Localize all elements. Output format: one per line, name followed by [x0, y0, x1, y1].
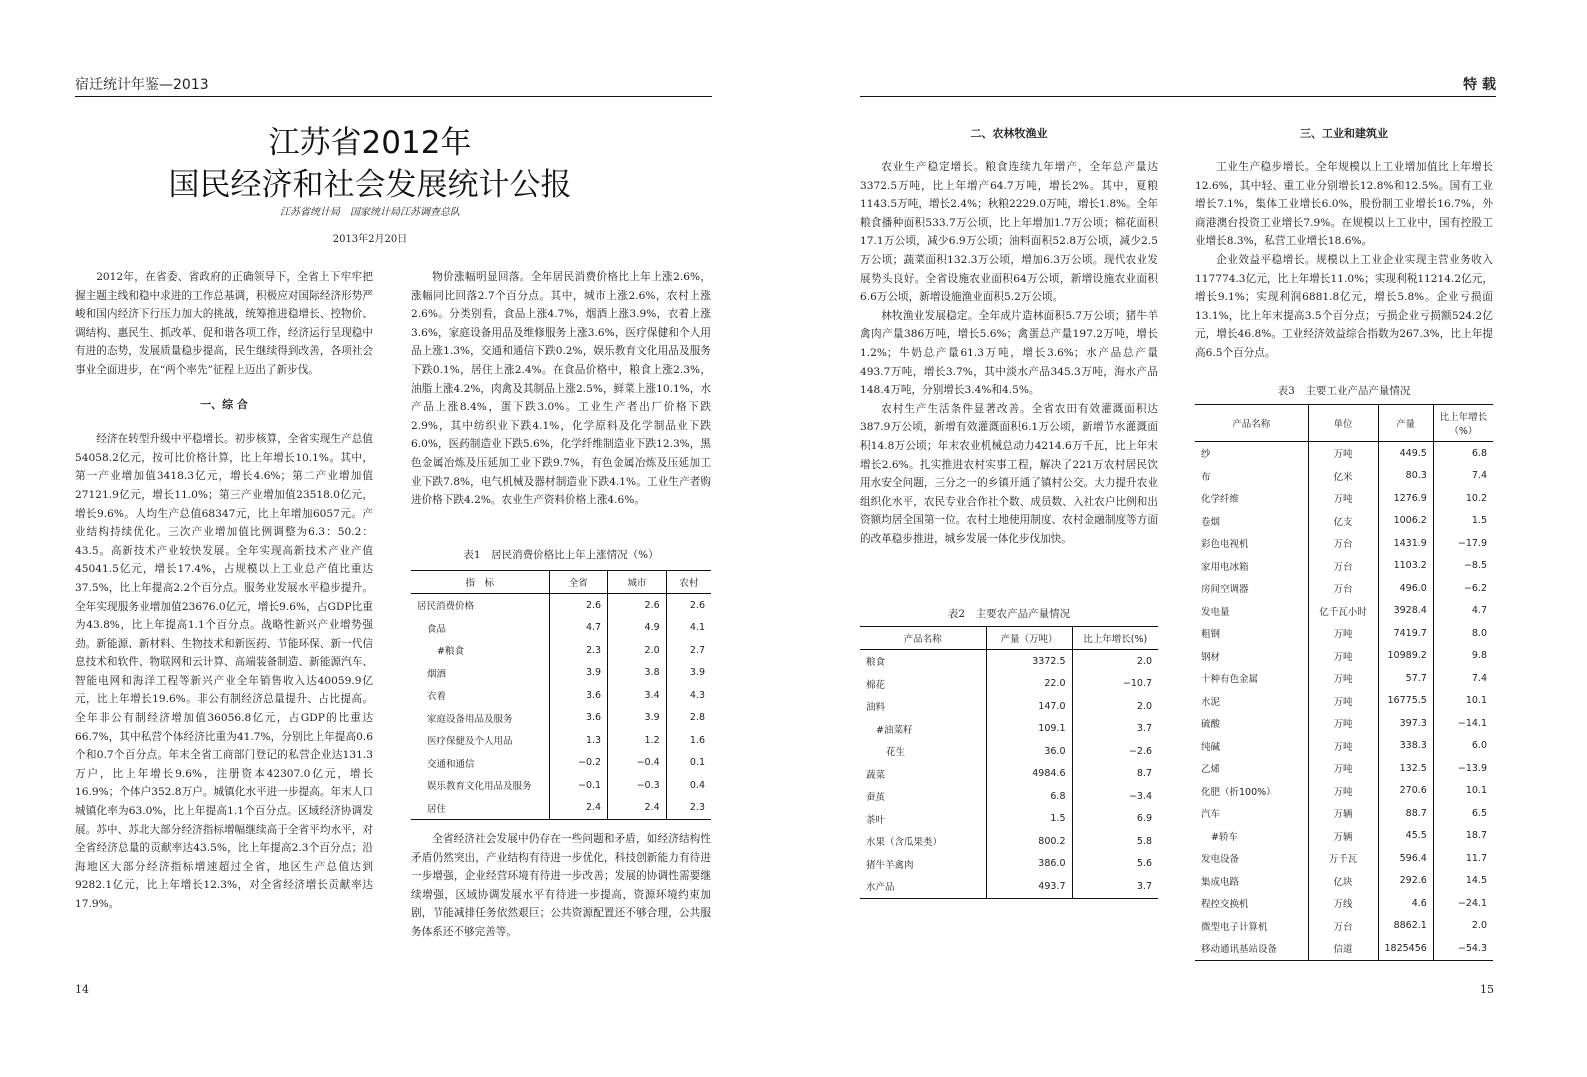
table-cell: 45.5: [1378, 825, 1433, 848]
row-label: #粮食: [437, 646, 464, 658]
row-label: 衣着: [427, 691, 447, 703]
table-cell: 亿千瓦小时: [1308, 600, 1378, 623]
table-cell: 4.7: [549, 617, 608, 640]
column-header: 产品名称: [860, 627, 986, 650]
table-cell: 万吨: [1308, 645, 1378, 668]
table-cell: 3.6: [549, 707, 608, 730]
table-row: [1195, 915, 1493, 938]
body-paragraph: 农村生产生活条件显著改善。全省农田有效灌溉面积达387.9万公顷，新增有效灌溉面积6.1万公顷，新增节水灌溉面积14.8万公顷；年末农业机械总动力4214.6万千瓦，比上年末增长2.6%。扎实推进农村实事工程，解决了221万农村居民饮用水安全问题，三分之一的乡镇开通了镇村公交。大力提升农业组织化水平，农民专业合作社个数、成员数、入社农户比例和出资额均居全国第一位。农村土地使用制度、农村金融制度等方面的改革稳步推进，城乡发展一体化步伐加快。: [860, 402, 1158, 545]
table-cell: 1825456: [1378, 937, 1433, 960]
table-cell: 万台: [1308, 915, 1378, 938]
body-paragraph: 全省经济社会发展中仍存在一些问题和矛盾，如经济结构性矛盾仍然突出，产业结构有待进一步优化，科技创新能力有待进一步增强，企业经营环境有待进一步改善；发展的协调性需要继续增强，区域协调发展水平有待进一步提高，资源环境约束加剧，节能减排任务依然艰巨；公共资源配置还不够合理，公共服务体系还不够完善等。: [411, 833, 711, 938]
row-label: 水果（含瓜果类）: [866, 837, 943, 849]
row-label: 娱乐教育文化用品及服务: [427, 781, 532, 793]
table-cell: 800.2: [986, 830, 1072, 853]
table-cell: −13.9: [1433, 757, 1493, 780]
cpi-table: [411, 570, 711, 820]
table-cell: 3.7: [1072, 718, 1158, 741]
table-cell: 16775.5: [1378, 690, 1433, 713]
table-cell: 9.8: [1433, 645, 1493, 668]
table-cell: 3.6: [549, 684, 608, 707]
table-cell: 万吨: [1308, 667, 1378, 690]
table-cell: 2.0: [1072, 695, 1158, 718]
table-cell: 292.6: [1378, 870, 1433, 893]
running-header-right: 特 载: [860, 74, 1496, 97]
table-cell: 10.1: [1433, 690, 1493, 713]
page-number-right: 15: [1480, 983, 1494, 996]
column-3: [860, 158, 1158, 548]
table-cell: 万台: [1308, 555, 1378, 578]
row-label: 食品: [427, 623, 447, 635]
table-cell: −0.4: [608, 752, 667, 775]
table-row: [411, 752, 711, 775]
table-cell: 万辆: [1308, 802, 1378, 825]
industrial-output-table: [1195, 404, 1493, 961]
table-cell: 338.3: [1378, 735, 1433, 758]
table-cell: 496.0: [1378, 577, 1433, 600]
row-label: 化学纤维: [1201, 494, 1240, 506]
table-cell: 5.6: [1072, 853, 1158, 876]
column-header: 城市: [608, 571, 667, 594]
table-cell: 万吨: [1308, 690, 1378, 713]
table-cell: −0.3: [608, 774, 667, 797]
table-cell: 3.9: [608, 707, 667, 730]
table-cell: 1431.9: [1378, 532, 1433, 555]
row-label: 发电量: [1201, 606, 1230, 618]
table-row: [1195, 735, 1493, 758]
table-row: [1195, 645, 1493, 668]
table-cell: 80.3: [1378, 465, 1433, 488]
column-header: 比上年增长(%): [1072, 627, 1158, 650]
table-row: [860, 673, 1158, 696]
table-cell: 信道: [1308, 937, 1378, 960]
table-cell: 10.1: [1433, 780, 1493, 803]
table-row: [1195, 600, 1493, 623]
table-cell: 1.6: [666, 729, 711, 752]
row-label: 程控交换机: [1201, 899, 1249, 911]
table-row: [860, 650, 1158, 673]
table-cell: 10989.2: [1378, 645, 1433, 668]
row-label: 彩色电视机: [1201, 539, 1249, 551]
row-label: #油菜籽: [876, 724, 913, 736]
table-cell: 6.8: [986, 785, 1072, 808]
table-cell: 132.5: [1378, 757, 1433, 780]
column-4: [1195, 158, 1493, 363]
column-header: 农村: [666, 571, 711, 594]
table-cell: 109.1: [986, 718, 1072, 741]
row-label: 家庭设备用品及服务: [427, 713, 513, 725]
table-cell: 1.5: [986, 808, 1072, 831]
table-cell: −3.4: [1072, 785, 1158, 808]
row-label: 化肥（折100%）: [1201, 786, 1276, 798]
row-label: 十种有色金属: [1201, 674, 1259, 686]
table-cell: 2.3: [549, 639, 608, 662]
table-cell: −6.2: [1433, 577, 1493, 600]
table-cell: 万辆: [1308, 825, 1378, 848]
row-label: #轿车: [1211, 831, 1238, 843]
table-cell: 3.9: [666, 662, 711, 685]
title-line-2: 国民经济和社会发展统计公报: [168, 167, 572, 203]
row-label: 纯碱: [1201, 741, 1221, 753]
table-cell: 2.6: [666, 594, 711, 617]
table-cell: 万千瓦: [1308, 847, 1378, 870]
row-label: 花生: [886, 747, 906, 759]
row-label: 居住: [411, 797, 549, 820]
table-cell: 6.5: [1433, 802, 1493, 825]
body-paragraph: 企业效益平稳增长。规模以上工业企业实现主营业务收入117774.3亿元，比上年增长11.0%；实现利税11214.2亿元，增长9.1%；实现利润6881.8亿元，增长5.8%。企业亏损面13.1%，比上年末提高3.5个百分点；亏损企业亏损额524.2亿元，增长46.8%。工业经济效益综合指数为267.3%，比上年提高6.5个百分点。: [1195, 253, 1493, 359]
table-row: [860, 830, 1158, 853]
table-cell: −2.6: [1072, 740, 1158, 763]
table-cell: 147.0: [986, 695, 1072, 718]
publish-date: 2013年2月20日: [332, 234, 408, 245]
table-cell: 18.7: [1433, 825, 1493, 848]
page-number-left: 14: [75, 983, 89, 996]
table-cell: 8.7: [1072, 763, 1158, 786]
table-row: [1195, 802, 1493, 825]
table-cell: 6.9: [1072, 808, 1158, 831]
row-label: 微型电子计算机: [1201, 921, 1268, 933]
body-paragraph: 林牧渔业发展稳定。全年成片造林面积5.7万公顷；猪牛羊禽肉产量386万吨，增长5.6%；禽蛋总产量197.2万吨，增长1.2%；牛奶总产量61.3万吨，增长3.6%；水产品总产量493.7万吨，增长3.7%，其中淡水产品345.3万吨，海水产品148.4万吨，分别增长3.4%和4.5%。: [860, 309, 1158, 397]
table-cell: 7419.7: [1378, 622, 1433, 645]
body-paragraph: 物价涨幅明显回落。全年居民消费价格比上年上涨2.6%，涨幅同比回落2.7个百分点。其中，城市上涨2.6%，农村上涨2.6%。分类别看，食品上涨4.7%，烟酒上涨3.9%，衣着上涨3.6%，家庭设备用品及维修服务上涨3.6%，医疗保健和个人用品上涨1.3%，交通和通信下跌0.2%，娱乐教育文化用品及服务下跌0.1%，居住上涨2.4%。在食品价格中，粮食上涨2.3%，油脂上涨4.2%，肉禽及其制品上涨2.5%，鲜菜上涨10.1%，水产品上涨8.4%，蛋下跌3.0%。工业生产者出厂价格下跌2.9%，其中纺织业下跌4.1%，化学原料及化学制品业下跌6.0%，医药制造业下跌5.6%，化学纤维制造业下跌12.3%，黑色金属冶炼及压延加工业下跌9.7%，有色金属冶炼及压延加工业下跌7.8%，电气机械及器材制造业下跌4.1%。工业生产者购进价格下跌4.2%。农业生产资料价格上涨4.6%。: [411, 271, 711, 507]
table-cell: 4.3: [666, 684, 711, 707]
table-row: [1195, 825, 1493, 848]
table-cell: 1.3: [549, 729, 608, 752]
row-label: 乙烯: [1201, 764, 1221, 776]
table-row: [860, 695, 1158, 718]
table-cell: 万吨: [1308, 622, 1378, 645]
table-cell: 88.7: [1378, 802, 1433, 825]
row-label: 硫酸: [1201, 719, 1221, 731]
table-row: [1195, 690, 1493, 713]
table-cell: 449.5: [1378, 442, 1433, 465]
table-cell: 4.1: [666, 617, 711, 640]
row-label: 纱: [1201, 449, 1211, 461]
table-cell: 10.2: [1433, 487, 1493, 510]
table-cell: 493.7: [986, 875, 1072, 898]
column-header: 产量: [1378, 405, 1433, 442]
table-cell: 57.7: [1378, 667, 1433, 690]
table-row: [411, 594, 711, 617]
table-cell: −24.1: [1433, 892, 1493, 915]
table-row: [411, 797, 711, 820]
table-row: [1195, 622, 1493, 645]
table-cell: 1276.9: [1378, 487, 1433, 510]
table-row: [1195, 510, 1493, 533]
row-label: 卷烟: [1201, 516, 1221, 528]
table-cell: 2.7: [666, 639, 711, 662]
section-heading: 二、农林牧渔业: [970, 127, 1048, 140]
column-header: 全省: [549, 571, 608, 594]
table-row: [860, 763, 1158, 786]
table-cell: 2.3: [666, 797, 711, 820]
document-title: [160, 122, 580, 206]
table-row: [860, 718, 1158, 741]
row-label: 医疗保健及个人用品: [427, 736, 513, 748]
table-row: [411, 684, 711, 707]
table-cell: 亿支: [1308, 510, 1378, 533]
table-row: [411, 707, 711, 730]
table-cell: 亿块: [1308, 870, 1378, 893]
table-cell: 4984.6: [986, 763, 1072, 786]
table-cell: 8862.1: [1378, 915, 1433, 938]
table-row: [1195, 870, 1493, 893]
row-label: 房间空调器: [1201, 584, 1249, 596]
row-label: 家用电冰箱: [1201, 561, 1249, 573]
table-cell: 万吨: [1308, 442, 1378, 465]
body-paragraph: 经济在转型升级中平稳增长。初步核算，全省实现生产总值54058.2亿元，按可比价格计算，比上年增长10.1%。其中，第一产业增加值3418.3亿元，增长4.6%；第二产业增加值27121.9亿元，增长11.0%；第三产业增加值23518.0亿元，增长9.6%。人均生产总值68347元，比上年增加6057元。产业结构持续优化。三次产业增加值比例调整为6.3：50.2：43.5。高新技术产业较快发展。全年实现高新技术产业产值45041.5亿元，增长17.4%，占规模以上工业总产值比重达37.5%，比上年提高2.2个百分点。服务业发展水平稳步提升。全年实现服务业增加值23676.0亿元，增长9.6%，占GDP比重为43.8%，比上年提高1.1个百分点。战略性新兴产业增势强劲。新能源、新材料、生物技术和新医药、节能环保、新一代信息技术和软件、物联网和云计算、高端装备制造、新能源汽车、智能电网和海洋工程等新兴产业全年销售收入达40059.9亿元，比上年增长19.6%。非公有制经济总量提升、占比提高。全年非公有制经济增加值36056.8亿元，占GDP的比重达66.7%，其中私营个体经济比重为41.7%，分别比上年提高0.6个和0.7个百分点。年末全省工商部门登记的私营企业达131.3万户，比上年增长9.6%，注册资本42307.0亿元，增长16.9%；个体户352.8万户。城镇化水平进一步提高。年末人口城镇化率为63.0%，比上年提高1.1个百分点。区域经济协调发展。苏中、苏北大部分经济指标增幅继续高于全省平均水平，对全省经济总量的贡献率达43.5%，比上年提高2.3个百分点；沿海地区大部分经济指标增速超过全省，地区生产总值达到9282.1亿元，比上年增长12.3%，对全省经济增长贡献率达17.9%。: [75, 433, 373, 910]
table-caption: 表1 居民消费价格比上年上涨情况（%）: [463, 549, 659, 561]
section-heading: 一、综 合: [200, 397, 248, 411]
authors: 江苏省统计局 国家统计局江苏调查总队: [280, 207, 460, 218]
table-cell: 2.0: [1072, 650, 1158, 673]
table-cell: 0.4: [666, 774, 711, 797]
row-label: 猪牛羊禽肉: [866, 859, 914, 871]
column-header: 产量（万吨）: [986, 627, 1072, 650]
table-cell: 270.6: [1378, 780, 1433, 803]
row-label: 钢材: [1201, 651, 1221, 663]
table-row: [1195, 892, 1493, 915]
table-cell: 8.0: [1433, 622, 1493, 645]
table-row: [860, 875, 1158, 898]
row-label: 布: [1201, 471, 1211, 483]
row-label: 茶叶: [866, 814, 886, 826]
row-label: 汽车: [1201, 809, 1221, 821]
table-cell: 3.9: [549, 662, 608, 685]
table-row: [1195, 577, 1493, 600]
table-row: [1195, 937, 1493, 960]
table-cell: 2.4: [608, 797, 667, 820]
row-label: 烟酒: [427, 668, 447, 680]
table-row: [860, 785, 1158, 808]
table-cell: 2.6: [608, 594, 667, 617]
table-cell: 万吨: [1308, 712, 1378, 735]
column-2: [411, 268, 711, 510]
table-cell: 万台: [1308, 532, 1378, 555]
table-cell: 6.0: [1433, 735, 1493, 758]
table-cell: −17.9: [1433, 532, 1493, 555]
table-cell: 0.1: [666, 752, 711, 775]
table-caption: 表2 主要农产品产量情况: [947, 608, 1071, 620]
table-cell: 万线: [1308, 892, 1378, 915]
table-cell: 万台: [1308, 577, 1378, 600]
running-header-left: 宿迁统计年鉴—2013: [75, 74, 712, 97]
column-2-bottom: [411, 830, 711, 942]
row-label: 移动通讯基站设备: [1195, 937, 1308, 960]
table-row: [860, 808, 1158, 831]
table-row: [1195, 757, 1493, 780]
table-cell: 1103.2: [1378, 555, 1433, 578]
section-heading: 三、工业和建筑业: [1300, 127, 1388, 140]
table-cell: 6.8: [1433, 442, 1493, 465]
table-cell: 386.0: [986, 853, 1072, 876]
intro-paragraph: 2012年，在省委、省政府的正确领导下，全省上下牢牢把握主题主线和稳中求进的工作总基调，积极应对国际经济形势严峻和国内经济下行压力加大的挑战，统筹推进稳增长、控物价、调结构、惠民生、抓改革、促和谐各项工作，经济运行呈现稳中有进的态势，发展质量稳步提高，民生继续得到改善，各项社会事业全面进步，在“两个率先”征程上迈出了新步伐。: [75, 271, 373, 376]
table-row: [860, 740, 1158, 763]
body-paragraph: 工业生产稳步增长。全年规模以上工业增加值比上年增长12.6%，其中轻、重工业分别增长12.8%和12.5%。国有工业增长7.1%，集体工业增长6.0%，股份制工业增长16.7%，外商港澳台投资工业增长7.9%。在规模以上工业中，国有控股工业增长8.3%，私营工业增长18.6%。: [1195, 161, 1493, 248]
table-row: [1195, 465, 1493, 488]
table-cell: 2.6: [549, 594, 608, 617]
table-cell: 14.5: [1433, 870, 1493, 893]
table-row: [1195, 532, 1493, 555]
table-row: [411, 639, 711, 662]
table-cell: −14.1: [1433, 712, 1493, 735]
table-cell: 596.4: [1378, 847, 1433, 870]
table-cell: 2.4: [549, 797, 608, 820]
table-caption: 表3 主要工业产品产量情况: [1277, 385, 1411, 397]
table-cell: −8.5: [1433, 555, 1493, 578]
table-cell: 2.0: [1433, 915, 1493, 938]
row-label: 棉花: [866, 679, 886, 691]
table-cell: 2.8: [666, 707, 711, 730]
table-cell: 3928.4: [1378, 600, 1433, 623]
table-cell: −0.2: [549, 752, 608, 775]
row-label: 发电设备: [1201, 854, 1240, 866]
table-row: [1195, 555, 1493, 578]
table-cell: −0.1: [549, 774, 608, 797]
row-label: 交通和通信: [427, 758, 475, 770]
table-cell: 36.0: [986, 740, 1072, 763]
table-row: [1195, 667, 1493, 690]
table-cell: 亿米: [1308, 465, 1378, 488]
column-header: 指 标: [411, 571, 549, 594]
table-cell: 22.0: [986, 673, 1072, 696]
row-label: 蔬菜: [866, 769, 886, 781]
row-label: 水泥: [1201, 696, 1221, 708]
row-label: 水产品: [860, 875, 986, 898]
table-row: [411, 617, 711, 640]
title-line-1: 江苏省2012年: [268, 125, 472, 161]
table-cell: 1006.2: [1378, 510, 1433, 533]
table-cell: 3.4: [608, 684, 667, 707]
row-label: 居民消费价格: [417, 601, 475, 613]
table-row: [1195, 847, 1493, 870]
table-cell: 397.3: [1378, 712, 1433, 735]
row-label: 集成电路: [1201, 876, 1240, 888]
row-label: 蚕茧: [866, 792, 886, 804]
table-cell: 1.5: [1433, 510, 1493, 533]
column-1: [75, 268, 373, 914]
table-cell: 3372.5: [986, 650, 1072, 673]
table-cell: 7.4: [1433, 667, 1493, 690]
table-cell: 万吨: [1308, 487, 1378, 510]
row-label: 油料: [866, 702, 886, 714]
body-paragraph: 农业生产稳定增长。粮食连续九年增产，全年总产量达3372.5万吨，比上年增产64.7万吨，增长2%。其中，夏粮1143.5万吨，增长2.4%；秋粮2229.0万吨，增长1.8%。全年粮食播种面积533.7万公顷，比上年增加1.7万公顷；棉花面积17.1万公顷，减少6.9万公顷；油料面积52.8万公顷，减少2.5万公顷；蔬菜面积132.3万公顷，增加6.3万公顷。现代农业发展势头良好。全省设施农业面积64万公顷，新增设施农业面积6.6万公顷，新增设施渔业面积5.2万公顷。: [860, 161, 1158, 304]
table-row: [860, 853, 1158, 876]
row-label: 粮食: [866, 657, 886, 669]
table-cell: 万吨: [1308, 780, 1378, 803]
table-row: [1195, 712, 1493, 735]
table-row: [1195, 487, 1493, 510]
table-cell: 3.7: [1072, 875, 1158, 898]
table-cell: 5.8: [1072, 830, 1158, 853]
column-header: 单位: [1308, 405, 1378, 442]
table-row: [411, 774, 711, 797]
column-header: 产品名称: [1195, 405, 1308, 442]
table-cell: 4.7: [1433, 600, 1493, 623]
row-label: 粗钢: [1201, 629, 1221, 641]
table-cell: 4.9: [608, 617, 667, 640]
table-cell: 万吨: [1308, 757, 1378, 780]
table-cell: 11.7: [1433, 847, 1493, 870]
table-cell: 7.4: [1433, 465, 1493, 488]
column-header: 比上年增长（%）: [1433, 405, 1493, 442]
table-row: [1195, 442, 1493, 465]
table-cell: 2.0: [608, 639, 667, 662]
table-cell: 4.6: [1378, 892, 1433, 915]
table-cell: 万吨: [1308, 735, 1378, 758]
table-row: [411, 662, 711, 685]
agri-output-table: [860, 626, 1158, 899]
table-cell: −10.7: [1072, 673, 1158, 696]
table-row: [1195, 780, 1493, 803]
table-cell: 3.8: [608, 662, 667, 685]
table-cell: 1.2: [608, 729, 667, 752]
table-row: [411, 729, 711, 752]
table-cell: −54.3: [1433, 937, 1493, 960]
